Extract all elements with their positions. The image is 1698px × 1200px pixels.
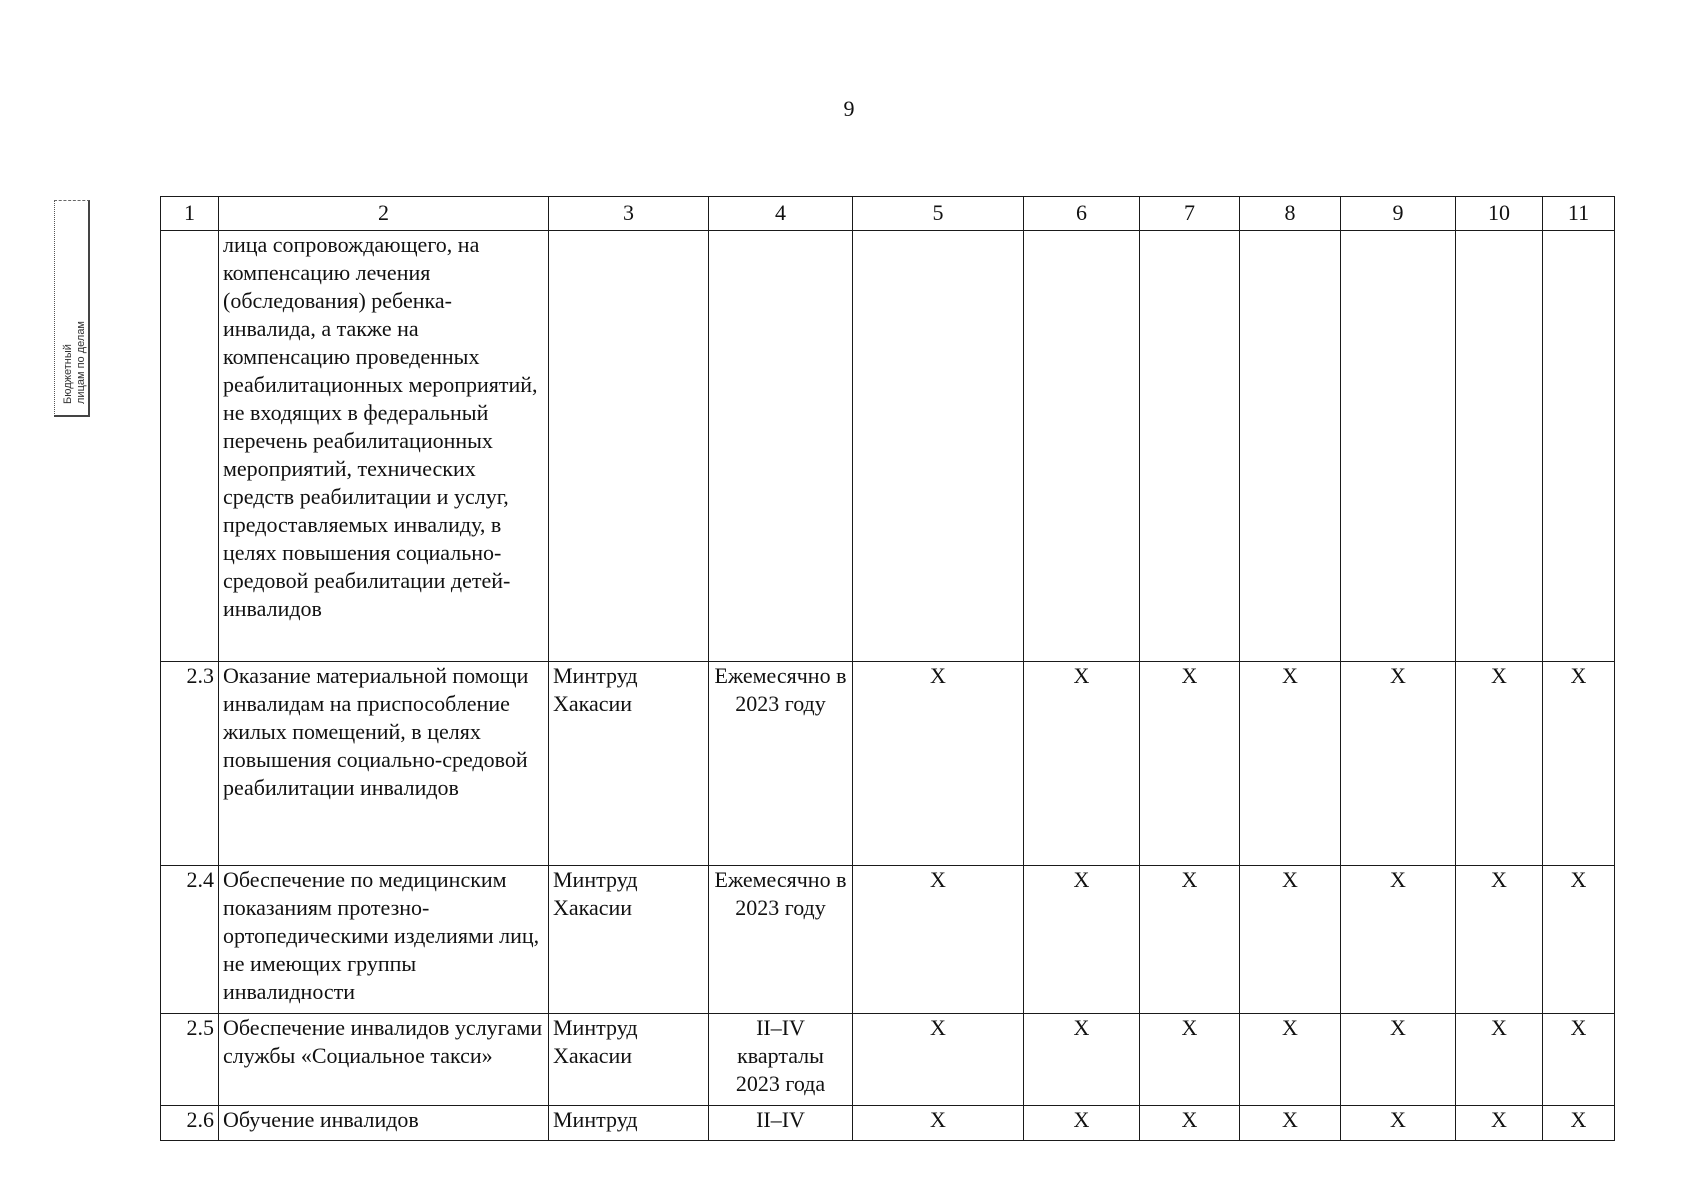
row-number: 2.3 [161,662,219,866]
term: II–IV [709,1106,853,1141]
measures-table [160,196,1615,1141]
measure-name: Обучение инвалидов [219,1106,549,1141]
mark-col-9: X [1341,1014,1456,1106]
mark-col-8: X [1240,866,1341,1014]
header-cell-10: 10 [1456,197,1543,231]
term [709,231,853,662]
mark-col-10: X [1456,662,1543,866]
mark-col-5 [853,231,1024,662]
mark-col-11: X [1543,662,1615,866]
executor: Минтруд Хакасии [549,1014,709,1106]
header-cell-8: 8 [1240,197,1341,231]
mark-col-8: X [1240,662,1341,866]
executor: Минтруд Хакасии [549,662,709,866]
row-number [161,231,219,662]
mark-col-10: X [1456,1106,1543,1141]
mark-col-9 [1341,231,1456,662]
header-cell-5: 5 [853,197,1024,231]
row-number: 2.6 [161,1106,219,1141]
mark-col-9: X [1341,866,1456,1014]
header-cell-11: 11 [1543,197,1615,231]
mark-col-6: X [1024,662,1140,866]
measure-name: Обеспечение инвалидов услугами службы «Социальное такси» [219,1014,549,1106]
header-row [161,197,1615,231]
header-cell-2: 2 [219,197,549,231]
header-cell-6: 6 [1024,197,1140,231]
mark-col-6: X [1024,1014,1140,1106]
executor: Минтруд Хакасии [549,866,709,1014]
mark-col-8 [1240,231,1341,662]
mark-col-10 [1456,231,1543,662]
mark-col-8: X [1240,1014,1341,1106]
table-row [161,866,1615,1014]
mark-col-8: X [1240,1106,1341,1141]
mark-col-5: X [853,866,1024,1014]
table-row [161,662,1615,866]
mark-col-5: X [853,1106,1024,1141]
measure-name: лица сопровождающего, на компенсацию лечения (обследования) ребенка-инвалида, а также на компенсацию проведенных реабилитационных мероприятий, не входящих в федеральный перечень реабилитационных мероприятий, технических средств реабилитации и услуг, предоставляемых инвалиду, в целях повышения социально-средовой реабилитации детей-инвалидов [219,231,549,662]
mark-col-7: X [1140,866,1240,1014]
row-number: 2.4 [161,866,219,1014]
mark-col-5: X [853,1014,1024,1106]
side-stamp [32,200,92,418]
row-number: 2.5 [161,1014,219,1106]
header-cell-1: 1 [161,197,219,231]
mark-col-10: X [1456,1014,1543,1106]
header-cell-4: 4 [709,197,853,231]
header-cell-3: 3 [549,197,709,231]
term: Ежемесячно в 2023 году [709,866,853,1014]
mark-col-11: X [1543,866,1615,1014]
stamp-line-2: лицам по делам [75,321,87,404]
mark-col-7 [1140,231,1240,662]
mark-col-7: X [1140,1014,1240,1106]
mark-col-6: X [1024,1106,1140,1141]
executor [549,231,709,662]
table-row [161,1106,1615,1141]
mark-col-7: X [1140,662,1240,866]
mark-col-11 [1543,231,1615,662]
mark-col-11: X [1543,1014,1615,1106]
measure-name: Обеспечение по медицинским показаниям протезно-ортопедическими изделиями лиц, не имеющих группы инвалидности [219,866,549,1014]
measure-name: Оказание материальной помощи инвалидам на приспособление жилых помещений, в целях повышения социально-средовой реабилитации инвалидов [219,662,549,866]
mark-col-9: X [1341,662,1456,866]
header-cell-9: 9 [1341,197,1456,231]
mark-col-9: X [1341,1106,1456,1141]
mark-col-10: X [1456,866,1543,1014]
stamp-text [62,321,88,404]
mark-col-6 [1024,231,1140,662]
mark-col-5: X [853,662,1024,866]
stamp-line-1: Бюджетный [62,344,74,404]
executor: Минтруд [549,1106,709,1141]
mark-col-11: X [1543,1106,1615,1141]
table-row [161,231,1615,662]
term: Ежемесячно в 2023 году [709,662,853,866]
mark-col-6: X [1024,866,1140,1014]
term: II–IV кварталы 2023 года [709,1014,853,1106]
mark-col-7: X [1140,1106,1240,1141]
header-cell-7: 7 [1140,197,1240,231]
page-number: 9 [843,96,855,121]
table-row [161,1014,1615,1106]
